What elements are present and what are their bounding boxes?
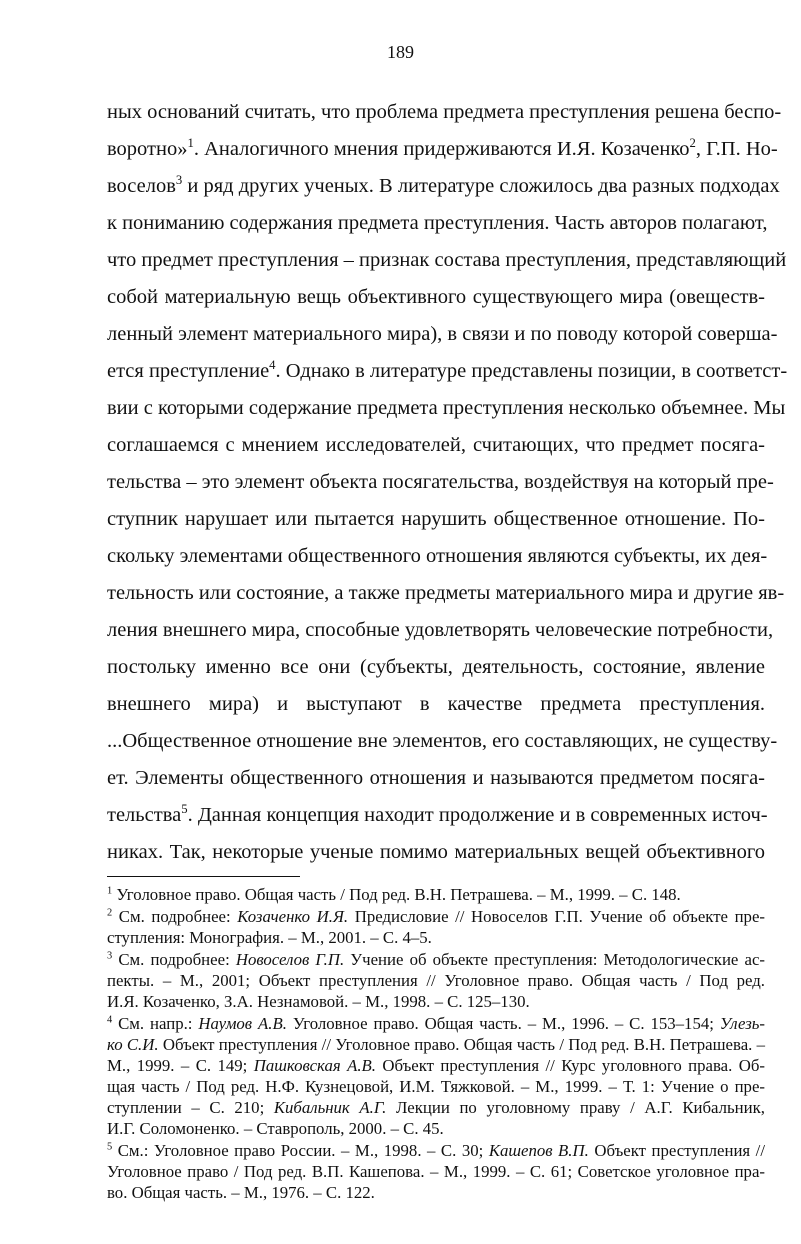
footnote-2-cont: ступления: Монография. – М., 2001. – С. 4–5. (107, 928, 432, 947)
body-line: воротно»$^1$. Аналогичного мнения придерживаются И.Я. Козаченко$^2$, Г.П. Но- (107, 136, 778, 160)
footnote-4-cont: щая часть / Под ред. Н.Ф. Кузнецовой, И.М. Тяжковой. – М., 1999. – Т. 1: Учение о пре- (107, 1077, 765, 1096)
body-line: соглашаемся с мнением исследователей, считающих, что предмет посяга- (107, 434, 765, 456)
footnote-5-cont: во. Общая часть. – М., 1976. – С. 122. (107, 1183, 375, 1202)
body-line: тельства$^5$. Данная концепция находит продолжение и в современных источ- (107, 802, 768, 826)
body-line: ных оснований считать, что проблема предмета преступления решена беспо- (107, 101, 782, 123)
body-line: что предмет преступления – признак состава преступления, представляющий (107, 249, 787, 271)
body-line: ется преступление$^4$. Однако в литературе представлены позиции, в соответст- (107, 358, 788, 382)
body-line: вии с которыми содержание предмета преступления несколько объемнее. Мы (107, 397, 786, 419)
body-line: тельность или состояние, а также предметы материального мира и другие яв- (107, 582, 785, 604)
footnote-5: $^5$ См.: Уголовное право России. – М., 1998. – С. 30; Кашепов В.П. Объект преступления // (107, 1141, 765, 1160)
body-line: внешнего мира) и выступают в качестве предмета преступления. (107, 693, 765, 715)
footnote-1: $^1$ Уголовное право. Общая часть / Под ред. В.Н. Петрашева. – М., 1999. – С. 148. (107, 885, 681, 904)
footnote-2: $^2$ См. подробнее: Козаченко И.Я. Предисловие // Новоселов Г.П. Учение об объекте пре- (107, 907, 765, 926)
footnote-5-cont: Уголовное право / Под ред. В.П. Кашепова. – М., 1999. – С. 61; Советское уголовное пра- (107, 1162, 765, 1181)
footnote-ref: 2 (689, 136, 696, 151)
page-number: 189 (387, 42, 414, 62)
body-line: ...Общественное отношение вне элементов, его составляющих, не существу- (107, 730, 778, 752)
body-line: постольку именно все они (субъекты, деятельность, состояние, явление (107, 656, 765, 678)
footnote-ref: 1 (187, 136, 194, 151)
body-line: ступник нарушает или пытается нарушить общественное отношение. По- (107, 508, 765, 530)
footnote-3-cont: пекты. – М., 2001; Объект преступления // Уголовное право. Общая часть / Под ред. (107, 971, 765, 990)
body-line: ет. Элементы общественного отношения и называются предметом посяга- (107, 767, 765, 789)
body-line: воселов$^3$ и ряд других ученых. В литературе сложилось два разных подходах (107, 173, 780, 197)
footnote-3-cont: И.Я. Козаченко, З.А. Незнамовой. – М., 1998. – С. 125–130. (107, 992, 530, 1011)
footnote-separator (107, 876, 300, 877)
body-line: тельства – это элемент объекта посягательства, воздействуя на который пре- (107, 471, 774, 493)
body-line: к пониманию содержания предмета преступления. Часть авторов полагают, (107, 212, 768, 234)
footnote-4: $^4$ См. напр.: Наумов А.В. Уголовное право. Общая часть. – М., 1996. – С. 153–154; Улезь- (107, 1014, 765, 1033)
footnote-4-cont: ступлении – С. 210; Кибальник А.Г. Лекции по уголовному праву / А.Г. Кибальник, (107, 1098, 765, 1117)
body-line: ленный элемент материального мира), в связи и по поводу которой соверша- (107, 323, 778, 345)
body-line: ления внешнего мира, способные удовлетворять человеческие потребности, (107, 619, 774, 641)
footnote-ref: 3 (175, 173, 183, 188)
footnote-3: $^3$ См. подробнее: Новоселов Г.П. Учение об объекте преступления: Методологические ас- (107, 950, 765, 969)
footnote-4-cont: ко С.И. Объект преступления // Уголовное право. Общая часть / Под ред. В.Н. Петрашева. – (107, 1035, 765, 1054)
footnote-4-cont: М., 1999. – С. 149; Пашковская А.В. Объект преступления // Курс уголовного права. Об- (107, 1056, 765, 1075)
body-line: никах. Так, некоторые ученые помимо материальных вещей объективного (107, 841, 765, 863)
footnote-4-cont: И.Г. Соломоненко. – Ставрополь, 2000. – С. 45. (107, 1119, 444, 1138)
footnote-ref: 5 (181, 802, 188, 817)
footnote-ref: 4 (269, 358, 276, 373)
body-line: собой материальную вещь объективного существующего мира (овеществ- (107, 286, 765, 308)
body-line: скольку элементами общественного отношения являются субъекты, их дея- (107, 545, 768, 567)
